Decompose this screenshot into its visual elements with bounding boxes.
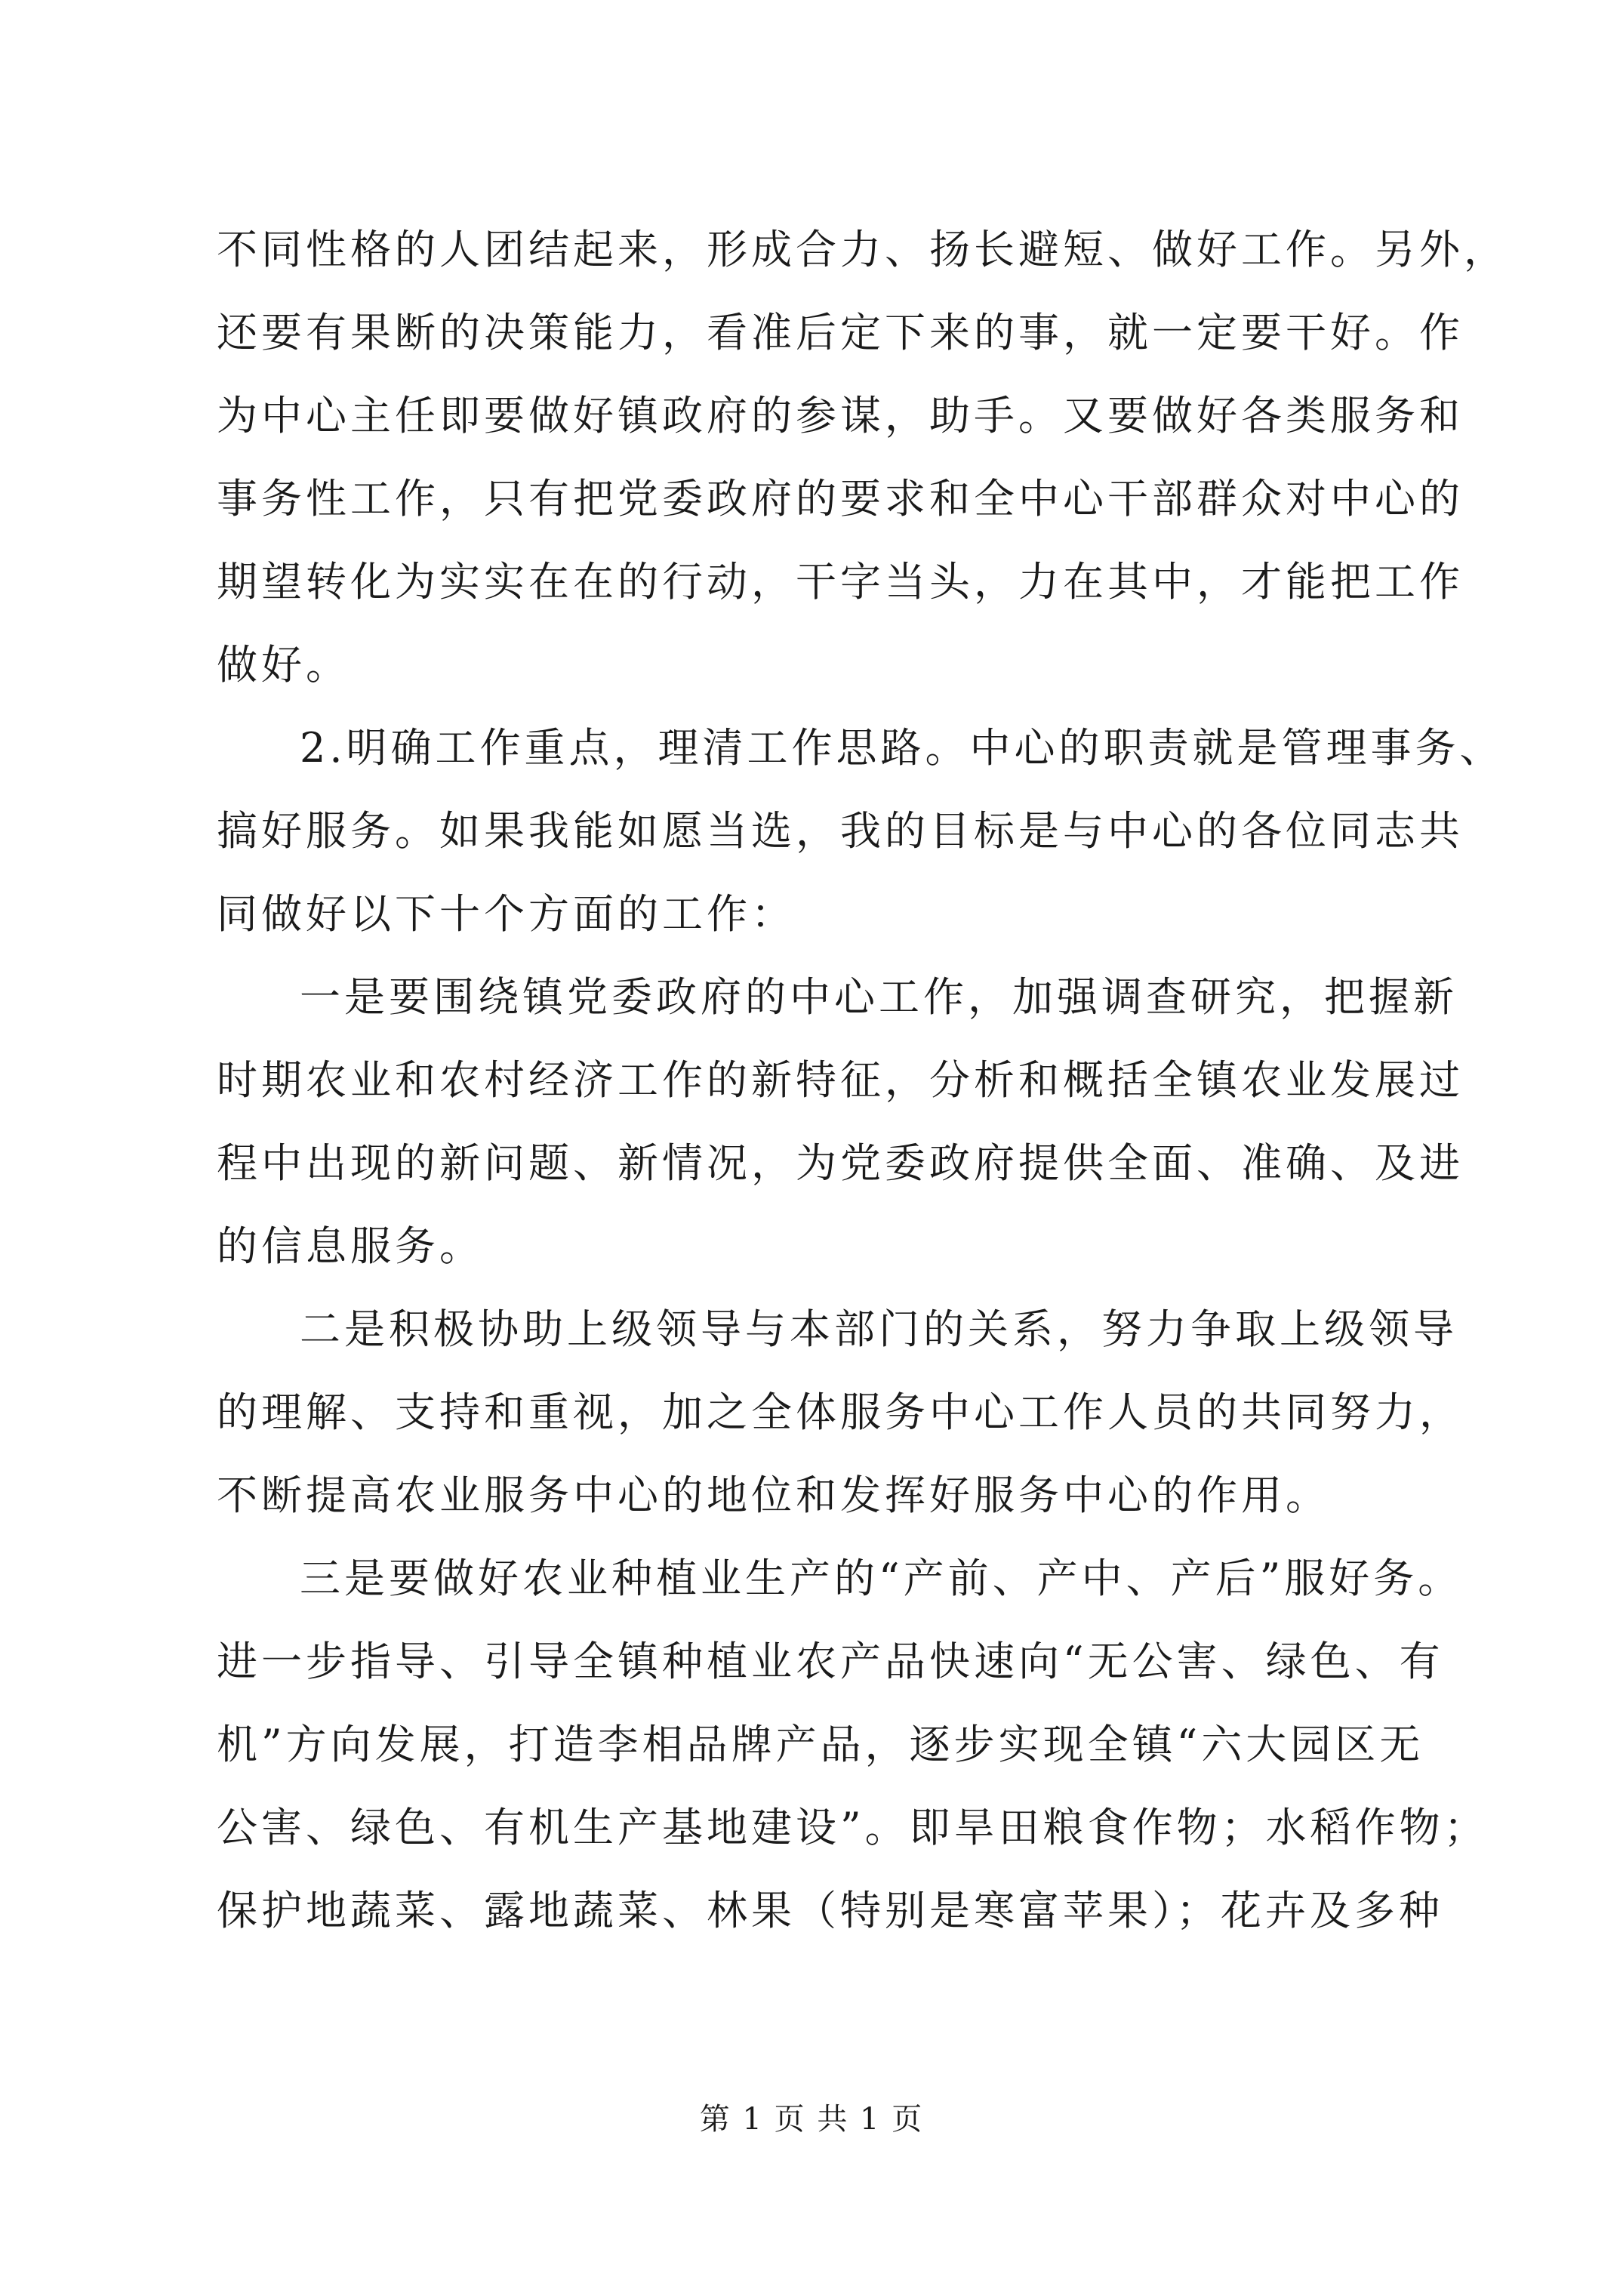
body-text [217, 208, 1508, 1952]
text-line: 三是要做好农业种植业生产的“产前、产中、产后”服好务。 [300, 1555, 1463, 1602]
text-line: 搞好服务。如果我能如愿当选，我的目标是与中心的各位同志共 [217, 807, 1464, 855]
page-number-label: 第 1 页 共 1 页 [699, 2102, 924, 2137]
text-line: 的信息服务。 [217, 1222, 484, 1270]
text-line: 时期农业和农村经济工作的新特征，分析和概括全镇农业发展过 [217, 1056, 1464, 1104]
text-line: 机”方向发展，打造李相品牌产品，逐步实现全镇“六大园区无 [217, 1721, 1424, 1768]
text-line: 为中心主任即要做好镇政府的参谋，助手。又要做好各类服务和 [217, 392, 1464, 439]
text-line: 进一步指导、引导全镇种植业农产品快速向“无公害、绿色、有 [217, 1638, 1444, 1685]
text-line: 不断提高农业服务中心的地位和发挥好服务中心的作用。 [217, 1472, 1330, 1519]
text-line: 2.明确工作重点，理清工作思路。中心的职责就是管理事务、 [300, 724, 1504, 772]
text-line: 公害、绿色、有机生产基地建设”。即旱田粮食作物；水稻作物； [217, 1804, 1489, 1851]
text-line: 的理解、支持和重视，加之全体服务中心工作人员的共同努力， [217, 1388, 1464, 1436]
page-footer [0, 2095, 1623, 2138]
text-line: 事务性工作，只有把党委政府的要求和全中心干部群众对中心的 [217, 475, 1464, 522]
text-line: 同做好以下十个方面的工作： [217, 890, 796, 938]
text-line: 程中出现的新问题、新情况，为党委政府提供全面、准确、及进 [217, 1139, 1464, 1187]
text-line: 还要有果断的决策能力，看准后定下来的事，就一定要干好。作 [217, 309, 1464, 356]
text-line: 期望转化为实实在在的行动，干字当头，力在其中，才能把工作 [217, 558, 1464, 606]
text-line: 一是要围绕镇党委政府的中心工作，加强调查研究，把握新 [300, 973, 1458, 1021]
text-line: 保护地蔬菜、露地蔬菜、林果（特别是寒富苹果）；花卉及多种 [217, 1887, 1443, 1934]
text-line: 不同性格的人团结起来，形成合力、扬长避短、做好工作。另外， [217, 226, 1508, 273]
text-line: 做好。 [217, 641, 350, 689]
text-line: 二是积极协助上级领导与本部门的关系，努力争取上级领导 [300, 1305, 1458, 1353]
